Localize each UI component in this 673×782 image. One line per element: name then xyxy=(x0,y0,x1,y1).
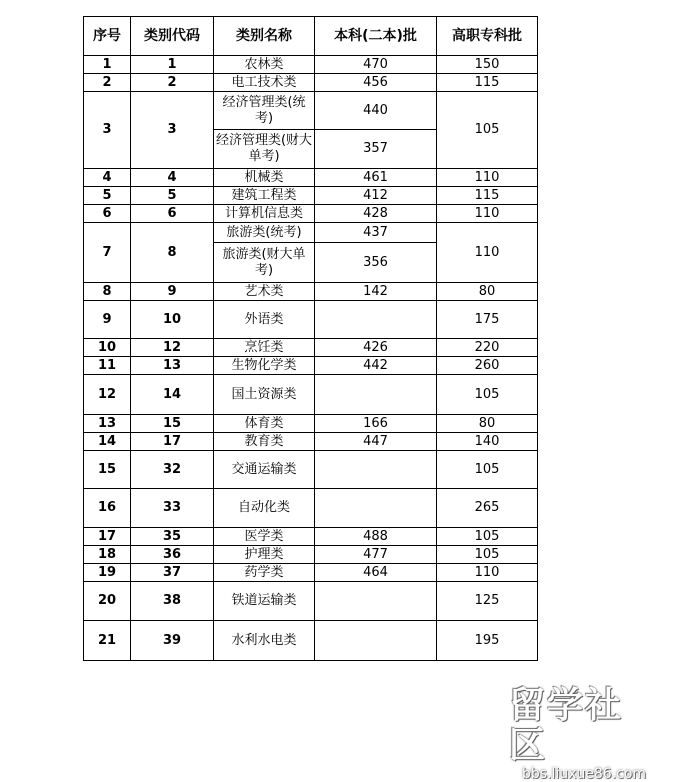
cell-category-name: 体育类 xyxy=(214,415,315,433)
cell-bachelor-score xyxy=(315,489,437,528)
cell-code: 15 xyxy=(131,415,214,433)
cell-seq: 4 xyxy=(84,169,131,187)
cell-seq: 17 xyxy=(84,528,131,546)
cell-vocational-score: 115 xyxy=(437,74,538,92)
table-row xyxy=(84,74,538,92)
cell-bachelor-score: 488 xyxy=(315,528,437,546)
cell-category-name: 外语类 xyxy=(214,301,315,339)
cell-vocational-score: 110 xyxy=(437,223,538,283)
cell-category-name: 经济管理类(统考) xyxy=(214,92,315,130)
cell-bachelor-score: 447 xyxy=(315,433,437,451)
cell-vocational-score: 140 xyxy=(437,433,538,451)
cell-seq: 11 xyxy=(84,357,131,375)
watermark-logo xyxy=(509,685,659,782)
cell-bachelor-score: 437 xyxy=(315,223,437,243)
cell-vocational-score: 80 xyxy=(437,415,538,433)
cell-vocational-score: 175 xyxy=(437,301,538,339)
header-bachelor: 本科(二本)批 xyxy=(315,17,437,56)
table-row xyxy=(84,528,538,546)
cell-seq: 1 xyxy=(84,56,131,74)
table-row xyxy=(84,205,538,223)
cell-bachelor-score: 440 xyxy=(315,92,437,130)
header-row xyxy=(84,17,538,56)
cell-bachelor-score: 356 xyxy=(315,243,437,283)
cell-category-name: 烹饪类 xyxy=(214,339,315,357)
cell-bachelor-score: 166 xyxy=(315,415,437,433)
cell-seq: 3 xyxy=(84,92,131,169)
cell-seq: 9 xyxy=(84,301,131,339)
table-row xyxy=(84,546,538,564)
header-name: 类别名称 xyxy=(214,17,315,56)
cell-category-name: 铁道运输类 xyxy=(214,582,315,621)
table-row xyxy=(84,92,538,130)
cell-code: 1 xyxy=(131,56,214,74)
cell-category-name: 护理类 xyxy=(214,546,315,564)
cell-seq: 7 xyxy=(84,223,131,283)
table-row xyxy=(84,582,538,621)
cell-vocational-score: 150 xyxy=(437,56,538,74)
table-row xyxy=(84,451,538,489)
cell-code: 2 xyxy=(131,74,214,92)
table-row xyxy=(84,415,538,433)
cell-category-name: 计算机信息类 xyxy=(214,205,315,223)
cell-bachelor-score: 456 xyxy=(315,74,437,92)
cell-vocational-score: 105 xyxy=(437,528,538,546)
cell-vocational-score: 265 xyxy=(437,489,538,528)
cell-category-name: 农林类 xyxy=(214,56,315,74)
table-row xyxy=(84,339,538,357)
cell-category-name: 国土资源类 xyxy=(214,375,315,415)
table-row xyxy=(84,169,538,187)
cell-seq: 10 xyxy=(84,339,131,357)
cell-code: 6 xyxy=(131,205,214,223)
cell-vocational-score: 105 xyxy=(437,451,538,489)
cell-code: 5 xyxy=(131,187,214,205)
cell-seq: 13 xyxy=(84,415,131,433)
header-code: 类别代码 xyxy=(131,17,214,56)
cell-bachelor-score xyxy=(315,375,437,415)
table-row xyxy=(84,301,538,339)
cell-bachelor-score: 357 xyxy=(315,130,437,169)
table-row xyxy=(84,56,538,74)
cell-code: 3 xyxy=(131,92,214,169)
cell-category-name: 电工技术类 xyxy=(214,74,315,92)
cell-seq: 5 xyxy=(84,187,131,205)
cell-code: 39 xyxy=(131,621,214,661)
cell-vocational-score: 110 xyxy=(437,205,538,223)
cell-bachelor-score xyxy=(315,301,437,339)
cell-seq: 21 xyxy=(84,621,131,661)
table-row xyxy=(84,621,538,661)
cell-bachelor-score: 442 xyxy=(315,357,437,375)
cell-category-name: 艺术类 xyxy=(214,283,315,301)
table-row xyxy=(84,357,538,375)
cell-seq: 14 xyxy=(84,433,131,451)
header-vocational: 高职专科批 xyxy=(437,17,538,56)
table-row xyxy=(84,433,538,451)
cell-category-name: 水利水电类 xyxy=(214,621,315,661)
cell-bachelor-score: 412 xyxy=(315,187,437,205)
cell-seq: 18 xyxy=(84,546,131,564)
cell-category-name: 旅游类(财大单考) xyxy=(214,243,315,283)
cell-seq: 12 xyxy=(84,375,131,415)
cell-category-name: 教育类 xyxy=(214,433,315,451)
cell-code: 32 xyxy=(131,451,214,489)
table-row xyxy=(84,375,538,415)
cell-code: 37 xyxy=(131,564,214,582)
table-row xyxy=(84,489,538,528)
cell-vocational-score: 105 xyxy=(437,375,538,415)
cell-vocational-score: 105 xyxy=(437,546,538,564)
cell-vocational-score: 260 xyxy=(437,357,538,375)
cell-code: 33 xyxy=(131,489,214,528)
cell-vocational-score: 195 xyxy=(437,621,538,661)
cell-bachelor-score xyxy=(315,451,437,489)
table-row xyxy=(84,283,538,301)
cell-bachelor-score: 426 xyxy=(315,339,437,357)
cell-vocational-score: 80 xyxy=(437,283,538,301)
table-row xyxy=(84,564,538,582)
table-body xyxy=(84,56,538,661)
cell-code: 17 xyxy=(131,433,214,451)
cell-bachelor-score: 461 xyxy=(315,169,437,187)
cell-category-name: 药学类 xyxy=(214,564,315,582)
cell-category-name: 生物化学类 xyxy=(214,357,315,375)
cell-seq: 6 xyxy=(84,205,131,223)
cell-category-name: 自动化类 xyxy=(214,489,315,528)
cell-bachelor-score: 464 xyxy=(315,564,437,582)
cell-code: 9 xyxy=(131,283,214,301)
cell-vocational-score: 105 xyxy=(437,92,538,169)
cell-category-name: 交通运输类 xyxy=(214,451,315,489)
cell-code: 14 xyxy=(131,375,214,415)
cell-vocational-score: 110 xyxy=(437,169,538,187)
cell-code: 4 xyxy=(131,169,214,187)
cell-vocational-score: 115 xyxy=(437,187,538,205)
cell-vocational-score: 220 xyxy=(437,339,538,357)
cell-code: 10 xyxy=(131,301,214,339)
cell-seq: 15 xyxy=(84,451,131,489)
cell-category-name: 机械类 xyxy=(214,169,315,187)
cell-seq: 19 xyxy=(84,564,131,582)
cell-category-name: 旅游类(统考) xyxy=(214,223,315,243)
cell-vocational-score: 125 xyxy=(437,582,538,621)
watermark-title: 留学社区 xyxy=(509,685,624,766)
cell-code: 36 xyxy=(131,546,214,564)
cell-bachelor-score: 428 xyxy=(315,205,437,223)
cell-category-name: 医学类 xyxy=(214,528,315,546)
cell-code: 13 xyxy=(131,357,214,375)
cell-code: 35 xyxy=(131,528,214,546)
table-row xyxy=(84,187,538,205)
watermark-url: bbs.liuxue86.com xyxy=(521,766,647,782)
cell-bachelor-score: 470 xyxy=(315,56,437,74)
cell-bachelor-score: 142 xyxy=(315,283,437,301)
cell-code: 12 xyxy=(131,339,214,357)
header-seq: 序号 xyxy=(84,17,131,56)
cell-seq: 8 xyxy=(84,283,131,301)
score-table xyxy=(83,16,538,661)
cell-vocational-score: 110 xyxy=(437,564,538,582)
cell-bachelor-score xyxy=(315,621,437,661)
cell-code: 38 xyxy=(131,582,214,621)
cell-seq: 2 xyxy=(84,74,131,92)
cell-category-name: 建筑工程类 xyxy=(214,187,315,205)
cell-bachelor-score: 477 xyxy=(315,546,437,564)
cell-seq: 20 xyxy=(84,582,131,621)
cell-category-name: 经济管理类(财大单考) xyxy=(214,130,315,169)
cell-seq: 16 xyxy=(84,489,131,528)
table-row xyxy=(84,223,538,243)
cell-code: 8 xyxy=(131,223,214,283)
cell-bachelor-score xyxy=(315,582,437,621)
